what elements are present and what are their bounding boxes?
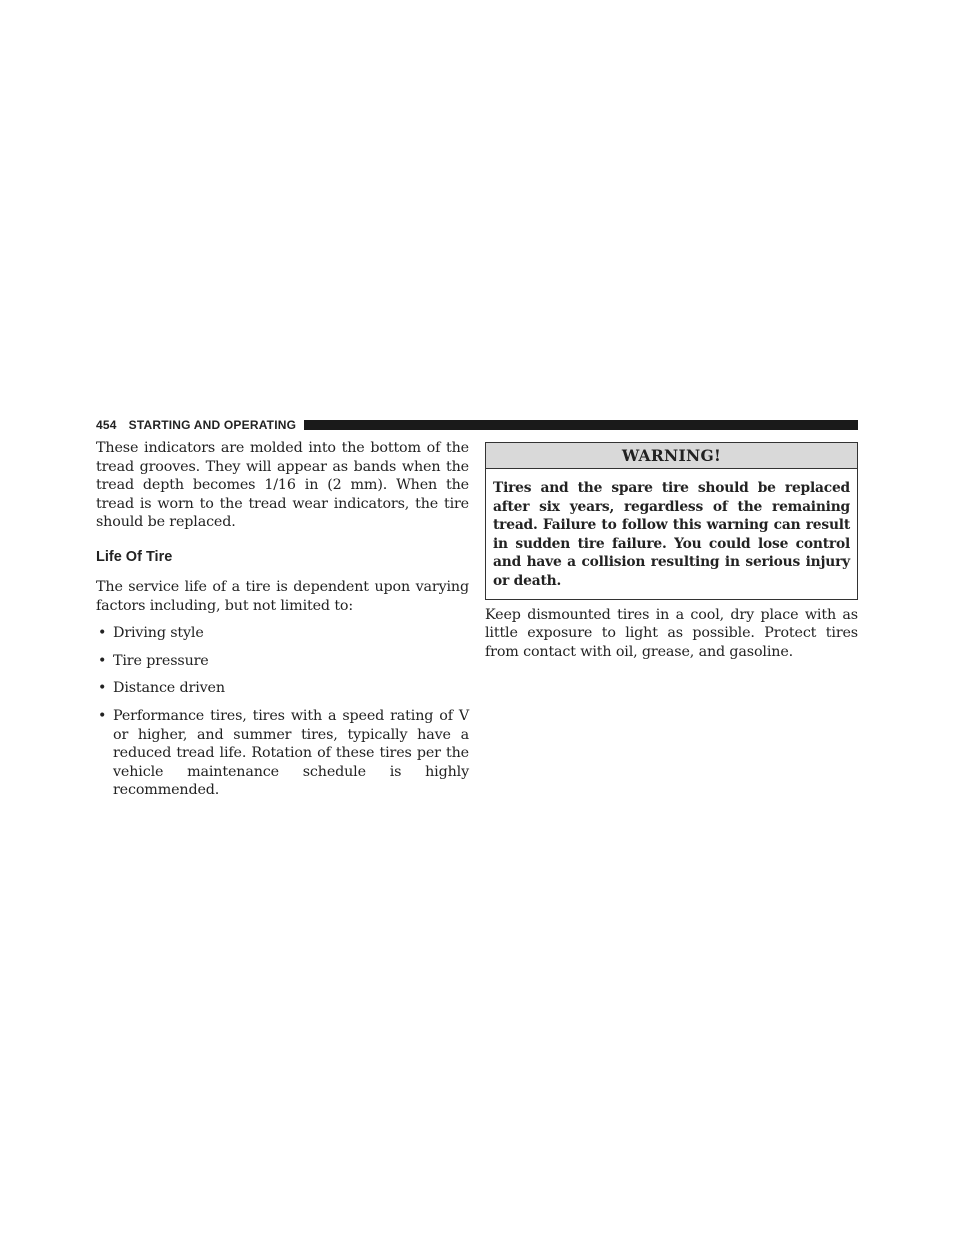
list-item [96,707,469,800]
page-header [96,417,858,433]
bullet-icon: • [98,652,107,669]
list-item-text: Driving style [113,625,204,642]
left-column [96,439,469,809]
right-column [485,442,858,661]
warning-box [485,442,858,600]
list-item [96,652,469,671]
list-item-text: Performance tires, tires with a speed rating of V or higher, and summer tires, typically have a reduced tread life. Rotation of these tires per the vehicle maintenance schedule is highly recommended. [113,707,469,799]
section-title: STARTING AND OPERATING [128,418,297,432]
page-number: 454 [96,418,117,432]
list-item [96,624,469,643]
life-of-tire-heading: Life Of Tire [96,548,173,565]
service-life-paragraph: The service life of a tire is dependent upon varying factors including, but not limited to: [96,578,469,614]
bullet-icon: • [98,625,107,642]
factor-list [96,624,469,800]
header-rule [304,420,858,430]
bullet-icon: • [98,707,107,724]
warning-text: Tires and the spare tire should be replaced after six years, regardless of the remaining tread. Failure to follow this warning can result in sudden tire failure. You could lose control and have a collision resulting in serious injury or death. [493,480,850,589]
list-item-text: Distance driven [113,680,225,697]
tire-storage-paragraph: Keep dismounted tires in a cool, dry place with as little exposure to light as possible. Protect tires from contact with oil, grease, and gasoline. [485,606,858,660]
warning-title: WARNING! [486,443,857,469]
bullet-icon: • [98,680,107,697]
tread-indicator-paragraph: These indicators are molded into the bottom of the tread grooves. They will appear as bands when the tread depth becomes 1/16 in (2 mm). When the tread is worn to the tread wear indicators, the tire should be replaced. [96,440,469,531]
list-item-text: Tire pressure [113,652,209,669]
list-item [96,679,469,698]
